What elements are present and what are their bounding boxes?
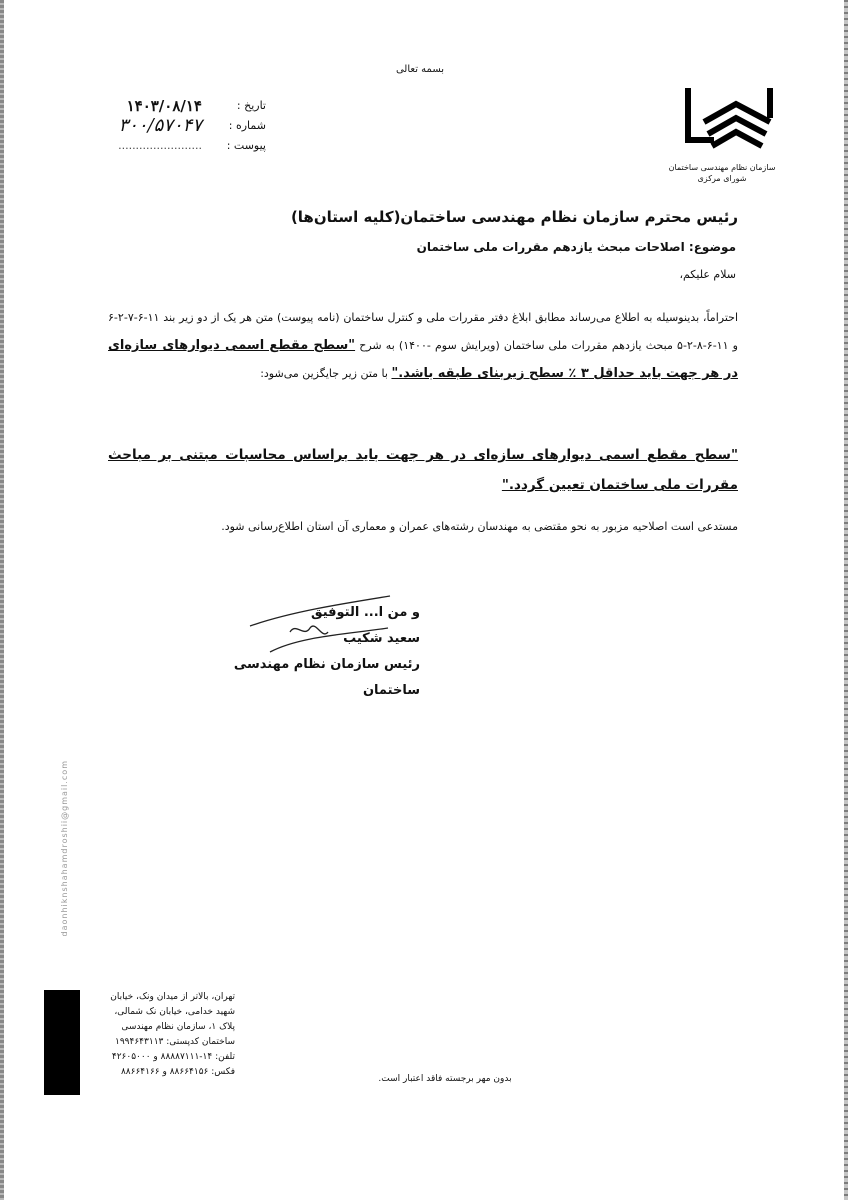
address-line: تهران، بالاتر از میدان ونک، خیابان [110, 992, 235, 1002]
bismillah-header: بسمه تعالی [395, 64, 445, 75]
scan-edge-left [0, 0, 4, 1200]
number-label: شماره : [228, 119, 266, 132]
closing-request: مستدعی است اصلاحیه مزبور به نحو مقتضی به مهندسان رشته‌های عمران و معماری آن استان اطلاع‌رسانی شود. [221, 520, 738, 533]
address-line: ساختمان کدپستی: ۱۹۹۴۶۴۳۱۱۳ [115, 1037, 235, 1047]
recipient: رئیس محترم سازمان نظام مهندسی ساختمان(کلیه استان‌ها) [290, 208, 738, 226]
number-value: ۳۰۰/۵۷۰۴۷ [118, 115, 202, 136]
address-line: پلاک ۱، سازمان نظام مهندسی [121, 1022, 235, 1032]
footer-address [90, 990, 235, 1080]
organization-name [662, 162, 782, 184]
side-email-watermark [60, 760, 74, 970]
signer-title: رئیس سازمان نظام مهندسی ساختمان [233, 657, 420, 698]
signer-name: سعید شکیب [343, 631, 420, 646]
attachment-label: پیوست : [226, 139, 266, 152]
body-intro: احتراماً، بدینوسیله به اطلاع می‌رساند مطابق ابلاغ دفتر مقررات ملی و کنترل ساختمان (نامه پیوست) متن هر یک از دو زیر بند ۱۱-۶-۷-۲-۶ و ۱۱-۶-۸-۲-۵ مبحث یازدهم مقررات ملی ساختمان (ویرایش سوم -۱۴۰۰) به شرح [108, 311, 738, 352]
organization-line: شورای مرکزی [697, 174, 747, 183]
body-paragraph [108, 304, 738, 388]
organization-logo [678, 78, 778, 162]
attachment-row [96, 136, 266, 156]
valediction: و من ا... التوفیق [310, 605, 420, 620]
signature-block [190, 600, 420, 704]
stamp-validity-note: بدون مهر برجسته فاقد اعتبار است. [378, 1074, 512, 1084]
date-value: ۱۴۰۳/۰۸/۱۴ [126, 97, 202, 115]
side-email-text: daonhiknshahamdroshii@gmail.com [60, 760, 69, 937]
address-line: فکس: ۸۸۶۶۴۱۵۶ و ۸۸۶۶۴۱۶۶ [120, 1067, 235, 1077]
body-outro: با متن زیر جایگزین می‌شود: [260, 367, 392, 380]
organization-line: سازمان نظام مهندسی ساختمان [668, 163, 776, 172]
greeting: سلام علیکم، [679, 268, 736, 281]
subject: موضوع: اصلاحات مبحث یازدهم مقررات ملی ساختمان [416, 240, 736, 254]
address-line: شهید خدامی، خیابان نک شمالی، [114, 1007, 235, 1017]
letter-meta [96, 96, 266, 156]
replacement-text: "سطح مقطع اسمی دیوارهای سازه‌ای در هر جهت باید براساس محاسبات مبتنی بر مباحث مقررات ملی ساختمان تعیین گردد." [108, 447, 738, 493]
body-emphasis: "سطح مقطع اسمی دیوارهای سازه‌ای در هر جهت باید حداقل ۳ ٪ سطح زیربنای طبقه باشد." [108, 338, 738, 381]
date-label: تاریخ : [236, 99, 266, 112]
chevron-roof-logo-icon [678, 78, 778, 158]
redaction-bar [44, 990, 80, 1095]
date-row [96, 96, 266, 116]
number-row [96, 116, 266, 136]
address-line: تلفن: ۱۴-۸۸۸۸۷۱۱۱ و ۴۲۶۰۵۰۰۰ [111, 1052, 235, 1062]
scan-edge-right [844, 0, 848, 1200]
attachment-value: ........................ [118, 139, 202, 152]
